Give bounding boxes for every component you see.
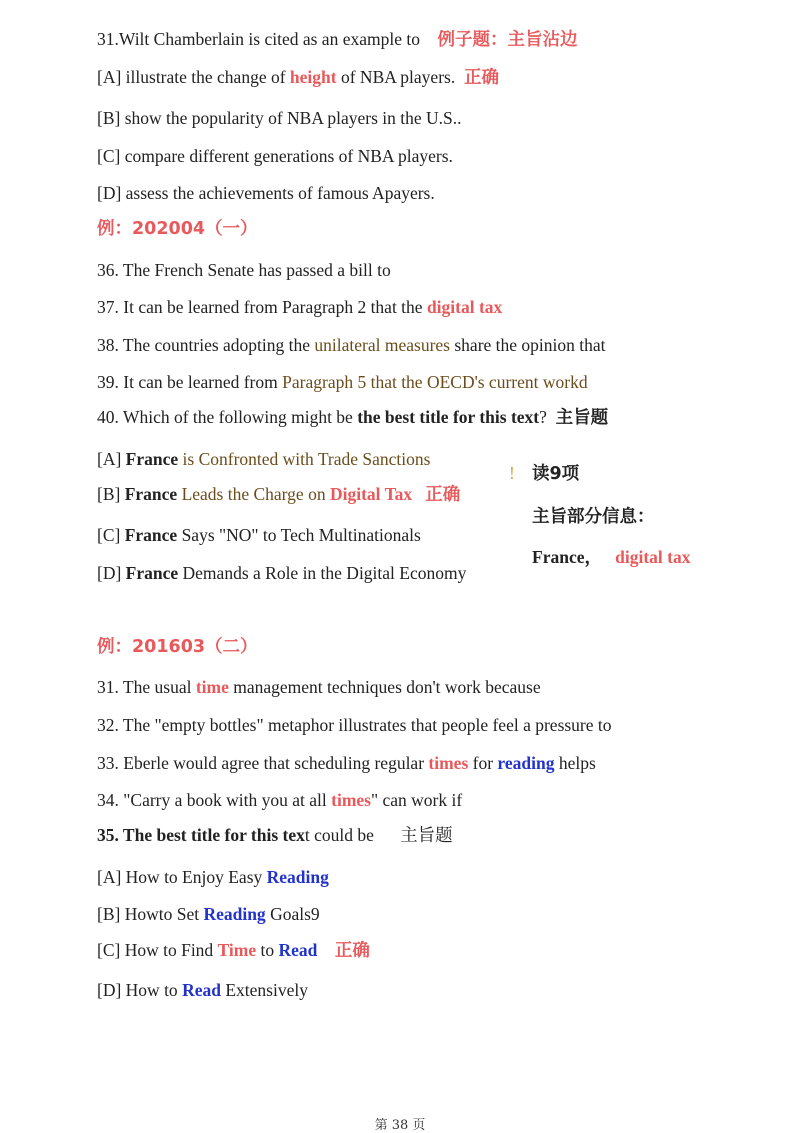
correct-mark: 正确 (425, 485, 461, 505)
option-c: [C] How to Find Time to Read 正确 (97, 940, 370, 961)
question-type-note: 例子题：主旨沾边 (437, 30, 578, 50)
side-note-line2: 主旨部分信息： (532, 507, 655, 527)
question-type-note: 主旨题 (400, 826, 453, 846)
option-a: [A] How to Enjoy Easy Reading (97, 867, 329, 887)
question-38: 38. The countries adopting the unilateral measures share the opinion that (97, 335, 606, 355)
question-33: 33. Eberle would agree that scheduling regular times for reading helps (97, 753, 596, 773)
side-note-line1: 读9项 (532, 464, 580, 484)
question-31-stem: 31.Wilt Chamberlain is cited as an example to 例子题：主旨沾边 (97, 29, 578, 50)
option-d: [D] How to Read Extensively (97, 980, 308, 1000)
option-a: [A] illustrate the change of height of NBA players. 正确 (97, 67, 499, 88)
correct-mark: 正确 (463, 68, 499, 88)
question-35: 35. The best title for this text could be 主旨题 (97, 825, 453, 846)
option-c: [C] France Says "NO" to Tech Multinationals (97, 525, 421, 545)
option-d: [D] assess the achievements of famous Apayers. (97, 183, 435, 203)
question-37: 37. It can be learned from Paragraph 2 that the digital tax (97, 297, 503, 317)
page-number: 第 38 页 (374, 1118, 426, 1133)
option-d: [D] France Demands a Role in the Digital Economy (97, 563, 467, 583)
question-39: 39. It can be learned from Paragraph 5 that the OECD's current workd (97, 372, 588, 392)
option-a: [A] France is Confronted with Trade Sanctions (97, 449, 431, 469)
correct-mark: 正确 (334, 941, 370, 961)
question-36: 36. The French Senate has passed a bill to (97, 260, 391, 280)
question-type-note: 主旨题 (555, 408, 609, 428)
question-40: 40. Which of the following might be the best title for this text? 主旨题 (97, 407, 609, 428)
option-b: [B] show the popularity of NBA players in the U.S.. (97, 108, 462, 128)
example-heading: 例：201603（二） (97, 637, 258, 657)
option-b: [B] France Leads the Charge on Digital Tax 正确 (97, 484, 461, 505)
side-note-line3: France， digital tax (532, 547, 691, 567)
option-b: [B] Howto Set Reading Goals9 (97, 904, 320, 924)
option-c: [C] compare different generations of NBA players. (97, 146, 453, 166)
example-heading: 例：202004（一） (97, 219, 258, 239)
question-31: 31. The usual time management techniques don't work because (97, 677, 541, 697)
question-32: 32. The "empty bottles" metaphor illustrates that people feel a pressure to (97, 715, 612, 735)
side-mark: ! (509, 463, 515, 483)
question-34: 34. "Carry a book with you at all times" can work if (97, 790, 463, 810)
